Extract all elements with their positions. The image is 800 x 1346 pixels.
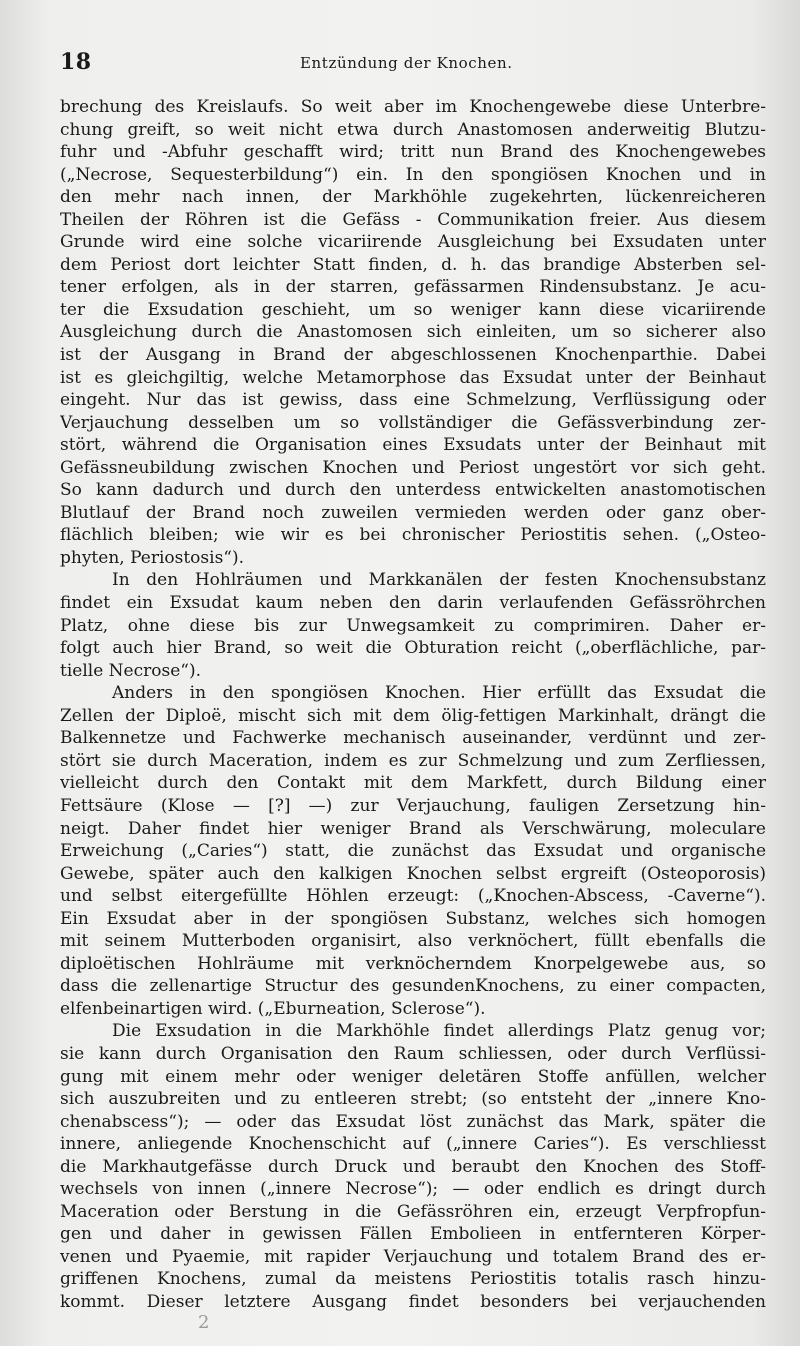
text-line: griffenen Knochens, zumal da meistens Periostitis totalis rasch hinzu- [60, 1269, 766, 1290]
text-line: den mehr nach innen, der Markhöhle zugekehrten, lückenreicheren [60, 187, 766, 208]
text-line: innere, anliegende Knochenschicht auf („innere Caries“). Es verschliesst [60, 1134, 766, 1155]
text-line: gen und daher in gewissen Fällen Embolieen in entfernteren Körper- [60, 1224, 766, 1245]
text-line: flächlich bleiben; wie wir es bei chronischer Periostitis sehen. („Osteo- [60, 525, 766, 546]
text-line: ist der Ausgang in Brand der abgeschlossenen Knochenparthie. Dabei [60, 345, 766, 366]
text-line: Grunde wird eine solche vicariirende Ausgleichung bei Exsudaten unter [60, 232, 766, 253]
text-line: So kann dadurch und durch den unterdess entwickelten anastomotischen [60, 480, 766, 501]
text-line: und selbst eitergefüllte Höhlen erzeugt: („Knochen-Abscess, -Caverne“). [60, 886, 766, 907]
text-line: dass die zellenartige Structur des gesundenKnochens, zu einer compacten, [60, 976, 766, 997]
text-line: chenabscess“); — oder das Exsudat löst zunächst das Mark, später die [60, 1111, 766, 1132]
text-line: folgt auch hier Brand, so weit die Obturation reicht („oberflächliche, par- [60, 638, 766, 659]
text-line: dem Periost dort leichter Statt finden, d. h. das brandige Absterben sel- [60, 254, 766, 275]
text-line: Die Exsudation in die Markhöhle findet allerdings Platz genug vor; [112, 1021, 766, 1042]
text-line: Maceration oder Berstung in die Gefässröhren ein, erzeugt Verpfropfun- [60, 1201, 766, 1222]
running-head: Entzündung der Knochen. [300, 54, 513, 72]
text-line: In den Hohlräumen und Markkanälen der festen Knochensubstanz [112, 570, 766, 591]
text-line: findet ein Exsudat kaum neben den darin verlaufenden Gefässröhrchen [60, 593, 766, 614]
page-header [60, 48, 760, 78]
text-line: tener erfolgen, als in der starren, gefässarmen Rindensubstanz. Je acu- [60, 277, 766, 298]
text-line: Zellen der Diploë, mischt sich mit dem ölig-fettigen Markinhalt, drängt die [60, 705, 766, 726]
text-line: Erweichung („Caries“) statt, die zunächst das Exsudat und organische [60, 841, 766, 862]
text-line: Ein Exsudat aber in der spongiösen Substanz, welches sich homogen [60, 908, 766, 929]
text-line: Ausgleichung durch die Anastomosen sich einleiten, um so sicherer also [60, 322, 766, 343]
text-line: Theilen der Röhren ist die Gefäss - Communikation freier. Aus diesem [60, 209, 766, 230]
text-line: Fettsäure (Klose — [?] —) zur Verjauchung, fauligen Zersetzung hin- [60, 795, 766, 816]
text-line: fuhr und -Abfuhr geschafft wird; tritt nun Brand des Knochengewebes [60, 142, 766, 163]
body-text [60, 96, 766, 1314]
text-line: Blutlauf der Brand noch zuweilen vermieden werden oder ganz ober- [60, 502, 766, 523]
text-line: phyten, Periostosis“). [60, 547, 245, 568]
text-line: Balkennetze und Fachwerke mechanisch auseinander, verdünnt und zer- [60, 728, 766, 749]
text-line: stört sie durch Maceration, indem es zur Schmelzung und zum Zerfliessen, [60, 750, 766, 771]
text-line: gung mit einem mehr oder weniger deletären Stoffe anfüllen, welcher [60, 1066, 766, 1087]
text-line: Platz, ohne diese bis zur Unwegsamkeit zu comprimiren. Daher er- [60, 615, 766, 636]
text-line: ist es gleichgiltig, welche Metamorphose das Exsudat unter der Beinhaut [60, 367, 766, 388]
text-line: stört, während die Organisation eines Exsudats unter der Beinhaut mit [60, 435, 766, 456]
text-line: neigt. Daher findet hier weniger Brand als Verschwärung, moleculare [60, 818, 766, 839]
text-line: chung greift, so weit nicht etwa durch Anastomosen anderweitig Blutzu- [60, 119, 766, 140]
text-line: elfenbeinartigen wird. („Eburneation, Sclerose“). [60, 998, 486, 1019]
text-line: Verjauchung desselben um so vollständiger die Gefässverbindung zer- [60, 412, 766, 433]
text-line: Anders in den spongiösen Knochen. Hier erfüllt das Exsudat die [112, 683, 766, 704]
text-line: („Necrose, Sequesterbildung“) ein. In den spongiösen Knochen und in [60, 164, 766, 185]
text-line: venen und Pyaemie, mit rapider Verjauchung und totalem Brand des er- [60, 1246, 766, 1267]
text-line: Gefässneubildung zwischen Knochen und Periost ungestört vor sich geht. [60, 457, 766, 478]
text-line: sie kann durch Organisation den Raum schliessen, oder durch Verflüssi- [60, 1043, 766, 1064]
text-line: eingeht. Nur das ist gewiss, dass eine Schmelzung, Verflüssigung oder [60, 390, 766, 411]
page-number: 18 [60, 49, 92, 75]
text-line: wechsels von innen („innere Necrose“); — oder endlich es dringt durch [60, 1179, 766, 1200]
text-line: vielleicht durch den Contakt mit dem Markfett, durch Bildung einer [60, 773, 766, 794]
text-line: mit seinem Mutterboden organisirt, also verknöchert, füllt ebenfalls die [60, 931, 766, 952]
text-line: tielle Necrose“). [60, 660, 201, 681]
text-line: die Markhautgefässe durch Druck und beraubt den Knochen des Stoff- [60, 1156, 766, 1177]
footer-mark: 2 [198, 1312, 210, 1333]
text-line: brechung des Kreislaufs. So weit aber im Knochengewebe diese Unterbre- [60, 97, 766, 117]
text-line: Gewebe, später auch den kalkigen Knochen selbst ergreift (Osteoporosis) [60, 863, 766, 884]
text-line: ter die Exsudation geschieht, um so weniger kann diese vicariirende [60, 299, 766, 320]
text-line: sich auszubreiten und zu entleeren strebt; (so entsteht der „innere Kno- [60, 1089, 766, 1110]
text-line: kommt. Dieser letztere Ausgang findet besonders bei verjauchenden [60, 1291, 766, 1312]
text-line: diploëtischen Hohlräume mit verknöcherndem Knorpelgewebe aus, so [60, 953, 766, 974]
